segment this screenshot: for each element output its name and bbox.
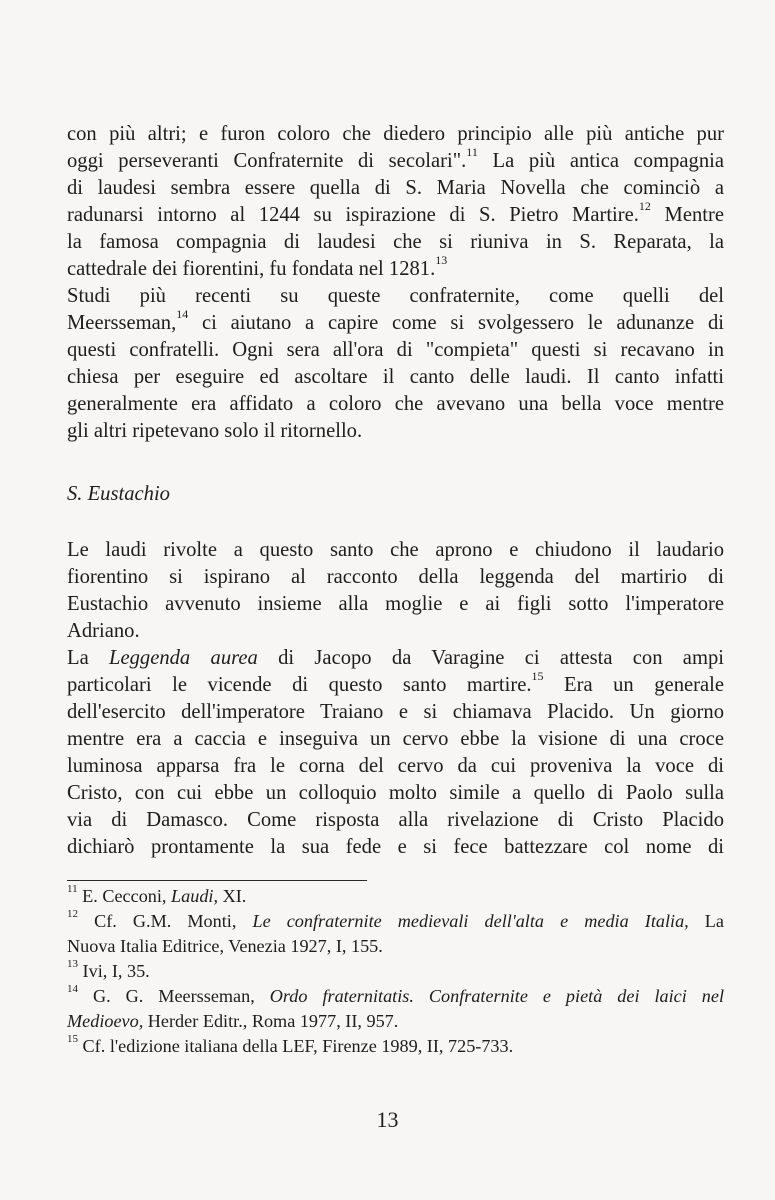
text-line: oggi perseveranti Confraternite di secolari".$^{11}$ La più antica compagnia xyxy=(67,145,724,172)
text-line: particolari le vicende di questo santo martire.$^{15}$ Era un generale xyxy=(67,669,724,696)
text-line: generalmente era affidato a coloro che avevano una bella voce mentre xyxy=(67,393,724,415)
paragraph-laudesi xyxy=(67,121,724,445)
text-line: Cristo, con cui ebbe un colloquio molto simile a quello di Paolo sulla xyxy=(67,782,724,804)
footnote-ref-12: 12 xyxy=(638,199,651,214)
book-title: Leggenda aurea xyxy=(109,647,258,669)
footnote-12-cont: Nuova Italia Editrice, Venezia 1927, I, 155. xyxy=(67,936,383,956)
footnote-ref-14: 14 xyxy=(176,307,189,322)
text-line: mentre era a caccia e inseguiva un cervo ebbe la visione di una croce xyxy=(67,728,724,750)
text-line: dichiarò prontamente la sua fede e si fece battezzare col nome di xyxy=(67,836,724,858)
paragraph-eustachio xyxy=(67,537,724,861)
text-line: luminosa apparsa fra le corna del cervo da cui proveniva la voce di xyxy=(67,755,724,777)
footnote-ref-11: 11 xyxy=(466,145,478,160)
footnote-ref-13: 13 xyxy=(435,253,448,268)
text-line: la famosa compagnia di laudesi che si riuniva in S. Reparata, la xyxy=(67,231,724,253)
text-line: gli altri ripetevano solo il ritornello. xyxy=(67,420,363,442)
footnote-12: $^{12}$ Cf. G.M. Monti, Le confraternite medievali dell'alta e media Italia, La xyxy=(67,907,724,931)
footnotes xyxy=(67,884,724,1059)
footnote-14-cont: Medioevo, Herder Editr., Roma 1977, II, 957. xyxy=(67,1011,399,1031)
text-line: Eustachio avvenuto insieme alla moglie e ai figli sotto l'imperatore xyxy=(67,593,724,615)
text-line: questi confratelli. Ogni sera all'ora di "compieta" questi si recavano in xyxy=(67,339,724,361)
text-line: Meersseman,$^{14}$ ci aiutano a capire come si svolgessero le adunanze di xyxy=(67,307,724,334)
text-line: via di Damasco. Come risposta alla rivelazione di Cristo Placido xyxy=(67,809,724,831)
text-line: con più altri; e furon coloro che diedero principio alle più antiche pur xyxy=(67,123,724,145)
page-number: 13 xyxy=(376,1107,399,1132)
footnote-ref-15: 15 xyxy=(531,669,544,684)
text-line: dell'esercito dell'imperatore Traiano e si chiamava Placido. Un giorno xyxy=(67,701,724,723)
text-line: chiesa per eseguire ed ascoltare il canto delle laudi. Il canto infatti xyxy=(67,366,724,388)
text-line: radunarsi intorno al 1244 su ispirazione di S. Pietro Martire.$^{12}$ Mentre xyxy=(67,199,724,226)
text-line: cattedrale dei fiorentini, fu fondata nel 1281.13 xyxy=(67,253,448,280)
text-line: Studi più recenti su queste confraternite, come quelli del xyxy=(67,285,724,307)
text-line: Le laudi rivolte a questo santo che aprono e chiudono il laudario xyxy=(67,539,724,561)
text-line: Adriano. xyxy=(67,620,140,642)
footnote-15: $^{15}$ Cf. l'edizione italiana della LEF, Firenze 1989, II, 725-733. xyxy=(67,1032,514,1056)
text-line: fiorentino si ispirano al racconto della leggenda del martirio di xyxy=(67,566,724,588)
section-heading: S. Eustachio xyxy=(67,483,170,505)
footnote-14: $^{14}$ G. G. Meersseman, Ordo fraternitatis. Confraternite e pietà dei laici nel xyxy=(67,982,724,1006)
footnote-13: $^{13}$ Ivi, I, 35. xyxy=(67,957,150,981)
text-line: La Leggenda aurea di Jacopo da Varagine ci attesta con ampi xyxy=(67,647,724,669)
footnote-divider xyxy=(67,880,367,881)
footnote-11: $^{11}$ E. Cecconi, Laudi, XI. xyxy=(67,882,247,906)
text-line: di laudesi sembra essere quella di S. Maria Novella che cominciò a xyxy=(67,177,724,199)
